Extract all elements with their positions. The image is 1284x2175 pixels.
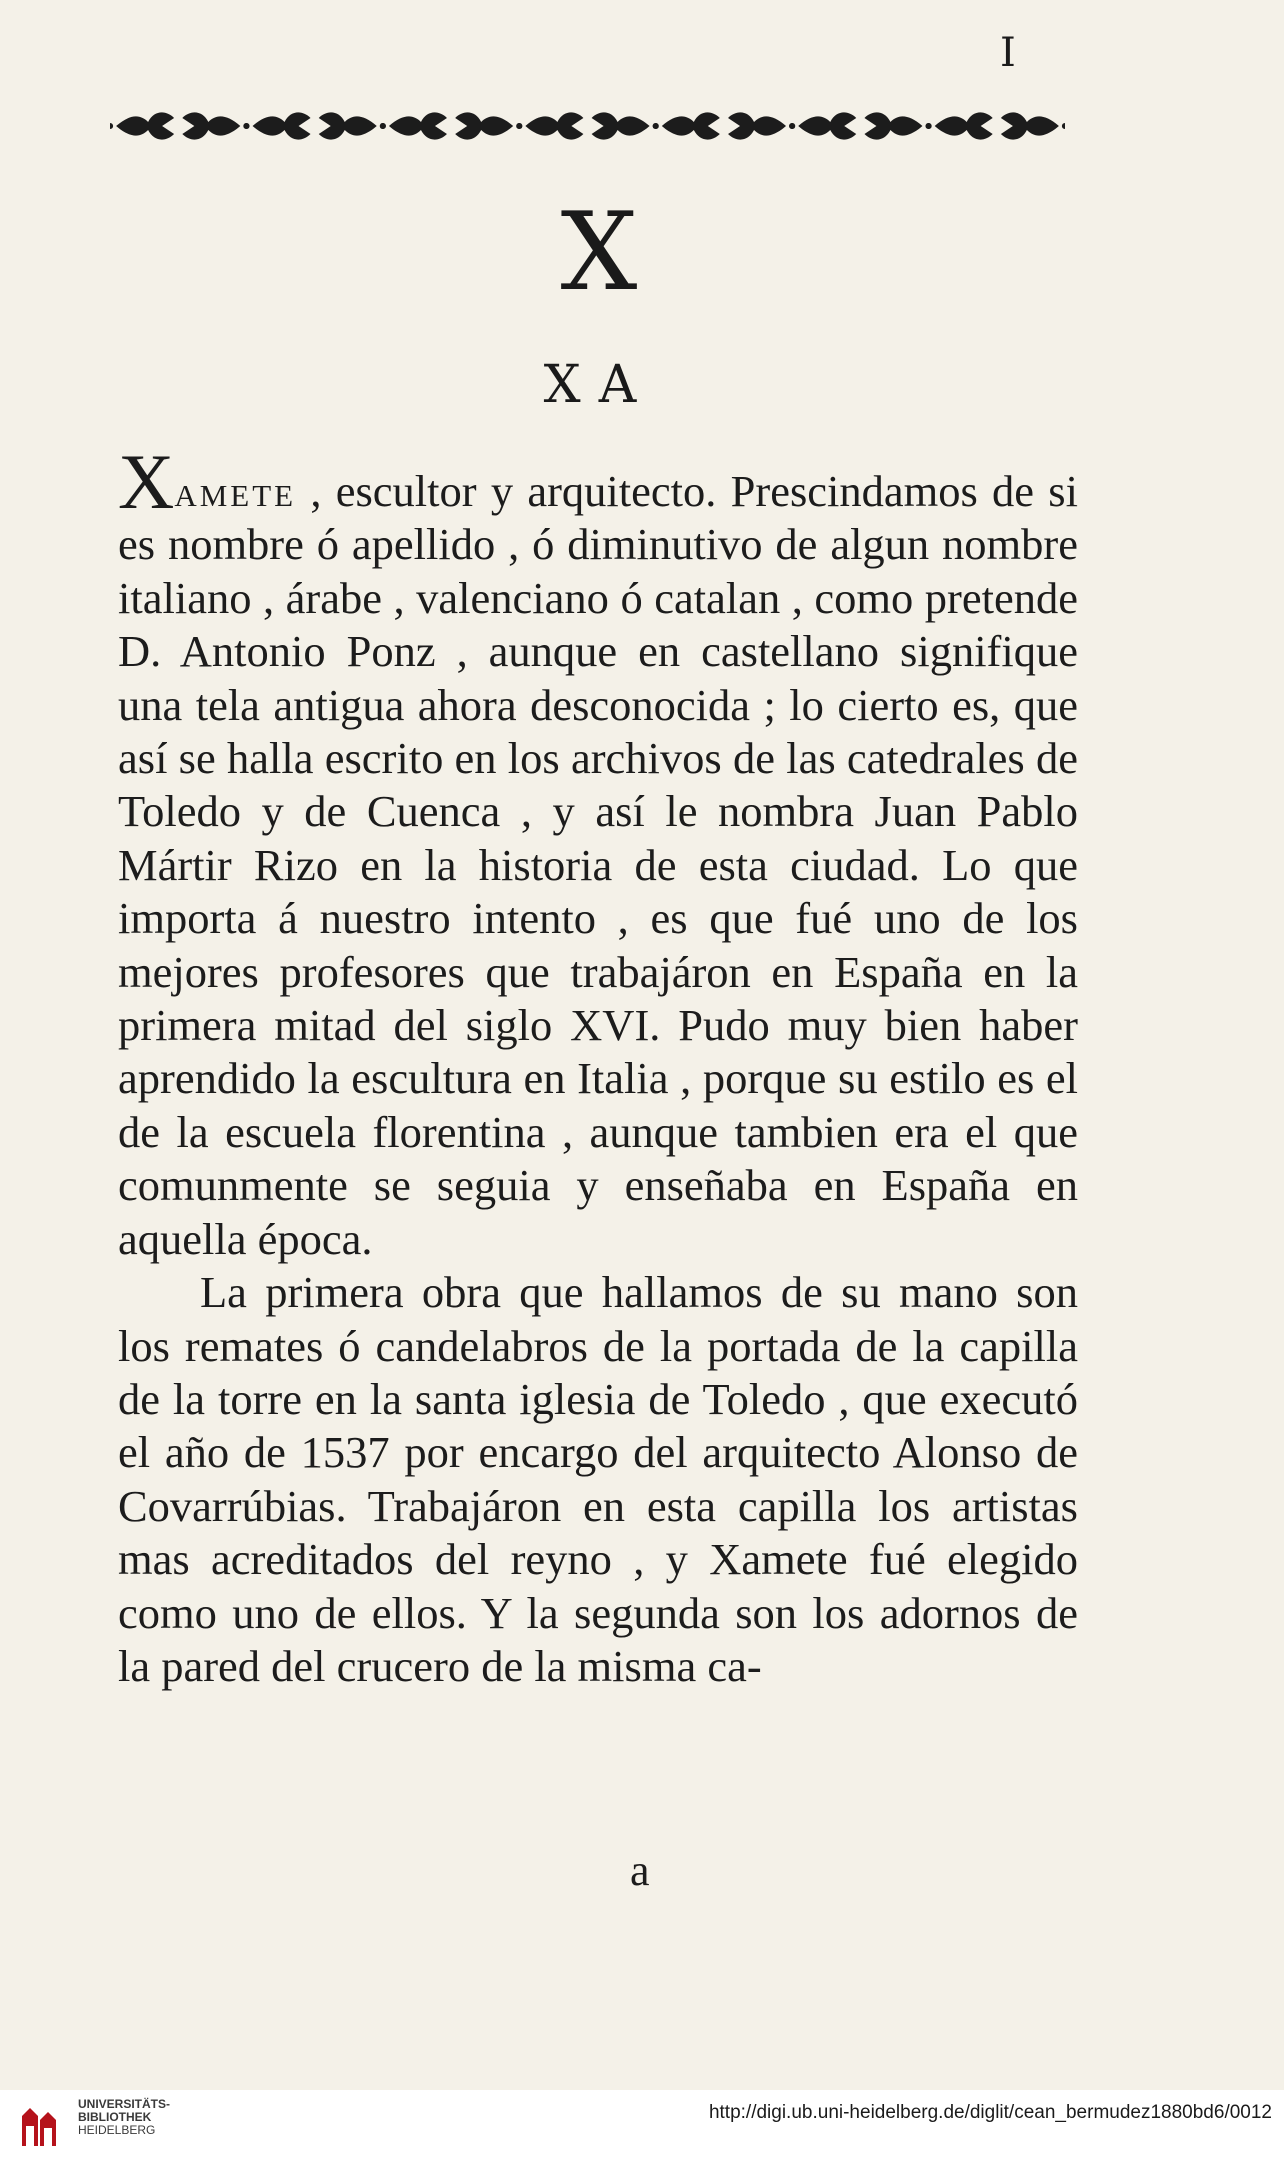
paragraph-1-text: , escultor y arquitecto. Prescindamos de si es nombre ó apellido , ó diminutivo de algun nombre italiano , árabe , valenciano ó catalan , como pretende D. Antonio Ponz , aunque en castellano signifique una tela antigua ahora desconocida ; lo cierto es, que así se halla escrito en los archivos de las catedrales de Toledo y de Cuenca , y así le nombra Juan Pablo Mártir Rizo en la historia de esta ciudad. Lo que importa á nuestro intento , es que fué uno de los mejores profesores que trabajáron en España en la primera mitad del siglo XVI. Pudo muy bien haber aprendido la escultura en Italia , porque su estilo es el de la escuela florentina , aunque tambien era el que comunmente se seguia y enseñaba en España en aquella época. bbox=[118, 466, 1078, 1264]
paragraph-2: La primera obra que hallamos de su mano son los remates ó candelabros de la portada de la capilla de la torre en la santa iglesia de Toledo , que executó el año de 1537 por encargo del arquitecto Alonso de Covarrúbias. Trabajáron en esta capilla los artistas mas acreditados del reyno , y Xamete fué elegido como uno de ellos. Y la segunda son los adornos de la pared del crucero de la misma ca- bbox=[118, 1267, 1078, 1691]
fleuron-icon bbox=[525, 112, 583, 139]
library-name bbox=[78, 2098, 170, 2137]
fleuron-dot-icon bbox=[110, 123, 113, 129]
signature-mark: a bbox=[630, 1846, 650, 1895]
fleuron-dot-icon bbox=[516, 123, 522, 129]
section-heading: XA bbox=[543, 355, 657, 415]
fleuron-dot-icon bbox=[244, 123, 250, 129]
fleuron-icon bbox=[319, 112, 377, 139]
fleuron-dot-icon bbox=[789, 123, 795, 129]
page-number: I bbox=[1000, 30, 1016, 76]
fleuron-dot-icon bbox=[653, 123, 659, 129]
fleuron-icon bbox=[935, 112, 993, 139]
body-text bbox=[118, 438, 1078, 1693]
fleuron-dot-icon bbox=[380, 123, 386, 129]
library-name-line-1: UNIVERSITÄTS- bbox=[78, 2097, 171, 2111]
source-url-link[interactable]: http://digi.ub.uni-heidelberg.de/diglit/cean_bermudez1880bd6/0012 bbox=[708, 2102, 1272, 2123]
fleuron-icon bbox=[253, 112, 311, 139]
fleuron-icon bbox=[592, 112, 650, 139]
fleuron-icon bbox=[798, 112, 856, 139]
fleuron-icon bbox=[662, 112, 720, 139]
fleuron-icon bbox=[728, 112, 786, 139]
fleuron-icon bbox=[1001, 112, 1059, 139]
fleuron-icon bbox=[864, 112, 922, 139]
letter-heading: X bbox=[560, 190, 640, 315]
first-word: amete bbox=[174, 466, 297, 516]
library-name-line-2: BIBLIOTHEK bbox=[78, 2110, 152, 2124]
fleuron-icon bbox=[116, 112, 174, 139]
library-name-line-3: HEIDELBERG bbox=[78, 2123, 156, 2137]
fleuron-dot-icon bbox=[926, 123, 932, 129]
fleuron-icon bbox=[455, 112, 513, 139]
fleuron-border-icon bbox=[110, 100, 1065, 152]
drop-cap: X bbox=[118, 438, 175, 525]
fleuron-icon bbox=[389, 112, 447, 139]
fleuron-icon bbox=[182, 112, 240, 139]
fleuron-dot-icon bbox=[1062, 123, 1065, 129]
paragraph-1 bbox=[118, 438, 1078, 1266]
